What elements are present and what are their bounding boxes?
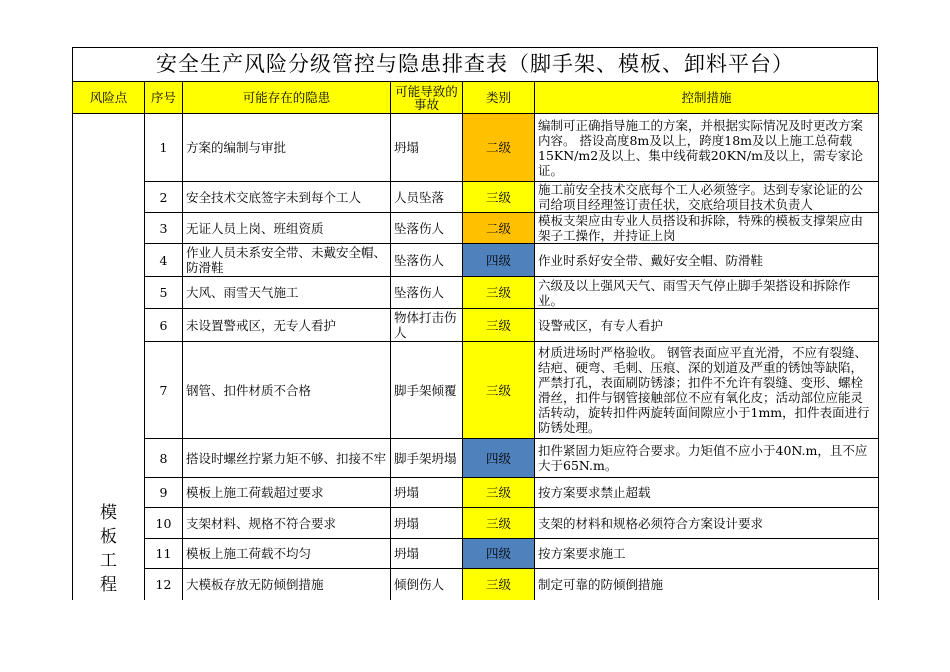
- row-measure: 模板支架应由专业人员搭设和拆除，特殊的模板支撑架应由架子工操作，并持证上岗: [535, 213, 879, 244]
- row-level: 二级: [463, 114, 535, 182]
- row-no: 6: [145, 309, 183, 342]
- row-accident: 坍塌: [391, 539, 463, 569]
- row-measure: 六级及以上强风天气、雨雪天气停止脚手架搭设和拆除作业。: [535, 277, 879, 309]
- row-hazard: 安全技术交底签字未到每个工人: [183, 182, 391, 213]
- row-hazard: 未设置警戒区，无专人看护: [183, 309, 391, 342]
- table-body: [73, 114, 879, 600]
- risk-table: [72, 81, 879, 600]
- row-measure: 按方案要求禁止超载: [535, 478, 879, 508]
- row-measure: 扣件紧固力矩应符合要求。力矩值不应小于40N.m，且不应大于65N.m。: [535, 439, 879, 478]
- row-no: 1: [145, 114, 183, 182]
- risk-point-cell: [73, 114, 145, 600]
- row-hazard: 模板上施工荷载不均匀: [183, 539, 391, 569]
- row-level: 三级: [463, 569, 535, 600]
- row-measure: 制定可靠的防倾倒措施: [535, 569, 879, 600]
- header-measures: 控制措施: [535, 82, 879, 114]
- row-measure: 设警戒区，有专人看护: [535, 309, 879, 342]
- header-accident: 可能导致的事故: [391, 82, 463, 114]
- header-risk-point: 风险点: [73, 82, 145, 114]
- row-no: 12: [145, 569, 183, 600]
- risk-point-name: 模板工程: [100, 502, 117, 595]
- row-accident: 人员坠落: [391, 182, 463, 213]
- row-no: 2: [145, 182, 183, 213]
- row-level: 三级: [463, 309, 535, 342]
- row-accident: 脚手架坍塌: [391, 439, 463, 478]
- row-hazard: 钢管、扣件材质不合格: [183, 342, 391, 439]
- row-hazard: 模板上施工荷载超过要求: [183, 478, 391, 508]
- row-accident: 物体打击伤人: [391, 309, 463, 342]
- row-no: 10: [145, 508, 183, 539]
- row-no: 9: [145, 478, 183, 508]
- risk-table-sheet: [72, 47, 878, 600]
- row-accident: 坠落伤人: [391, 244, 463, 277]
- header-level: 类别: [463, 82, 535, 114]
- row-measure: 按方案要求施工: [535, 539, 879, 569]
- row-accident: 坍塌: [391, 478, 463, 508]
- row-level: 三级: [463, 182, 535, 213]
- row-no: 5: [145, 277, 183, 309]
- table-row: [73, 569, 879, 600]
- row-measure: 材质进场时严格验收。 钢管表面应平直光滑，不应有裂缝、结疤、硬弯、毛刺、压痕、深的划道及严重的锈蚀等缺陷，严禁打孔，表面刷防锈漆；扣件不允许有裂缝、变形、螺栓滑丝，扣件与钢管接触部位不应有氧化皮；活动部位应能灵活转动，旋转扣件两旋转面间隙应小于1mm，扣件表面进行防锈处理。: [535, 342, 879, 439]
- row-hazard: 大模板存放无防倾倒措施: [183, 569, 391, 600]
- table-header-row: [73, 82, 879, 114]
- row-accident: 坍塌: [391, 114, 463, 182]
- row-no: 7: [145, 342, 183, 439]
- row-no: 8: [145, 439, 183, 478]
- header-no: 序号: [145, 82, 183, 114]
- row-measure: 支架的材料和规格必须符合方案设计要求: [535, 508, 879, 539]
- row-level: 三级: [463, 508, 535, 539]
- row-measure: 施工前安全技术交底每个工人必须签字。达到专家论证的公司给项目经理签订责任状，交底给项目技术负责人: [535, 182, 879, 213]
- table-row: [73, 342, 879, 439]
- table-row: [73, 439, 879, 478]
- row-level: 四级: [463, 244, 535, 277]
- row-hazard: 大风、雨雪天气施工: [183, 277, 391, 309]
- row-accident: 脚手架倾覆: [391, 342, 463, 439]
- header-hazard: 可能存在的隐患: [183, 82, 391, 114]
- table-row: [73, 277, 879, 309]
- row-no: 3: [145, 213, 183, 244]
- row-level: 二级: [463, 213, 535, 244]
- table-row: [73, 478, 879, 508]
- row-hazard: 支架材料、规格不符合要求: [183, 508, 391, 539]
- row-hazard: 搭设时螺丝拧紧力矩不够、扣接不牢: [183, 439, 391, 478]
- table-row: [73, 244, 879, 277]
- row-measure: 编制可正确指导施工的方案，并根据实际情况及时更改方案内容。 搭设高度8m及以上，跨度18m及以上施工总荷载15KN/m2及以上、集中线荷载20KN/m及以上，需专家论证。: [535, 114, 879, 182]
- row-hazard: 作业人员未系安全带、未戴安全帽、防滑鞋: [183, 244, 391, 277]
- row-level: 三级: [463, 478, 535, 508]
- row-accident: 倾倒伤人: [391, 569, 463, 600]
- table-row: [73, 309, 879, 342]
- row-hazard: 无证人员上岗、班组资质: [183, 213, 391, 244]
- row-level: 三级: [463, 277, 535, 309]
- row-level: 四级: [463, 439, 535, 478]
- page-title: 安全生产风险分级管控与隐患排查表（脚手架、模板、卸料平台）: [72, 47, 878, 81]
- row-measure: 作业时系好安全带、戴好安全帽、防滑鞋: [535, 244, 879, 277]
- row-accident: 坠落伤人: [391, 277, 463, 309]
- row-accident: 坠落伤人: [391, 213, 463, 244]
- row-level: 四级: [463, 539, 535, 569]
- row-no: 4: [145, 244, 183, 277]
- table-row: [73, 508, 879, 539]
- row-no: 11: [145, 539, 183, 569]
- table-row: [73, 539, 879, 569]
- table-row: [73, 213, 879, 244]
- row-accident: 坍塌: [391, 508, 463, 539]
- table-row: [73, 182, 879, 213]
- row-hazard: 方案的编制与审批: [183, 114, 391, 182]
- row-level: 三级: [463, 342, 535, 439]
- table-row: [73, 114, 879, 182]
